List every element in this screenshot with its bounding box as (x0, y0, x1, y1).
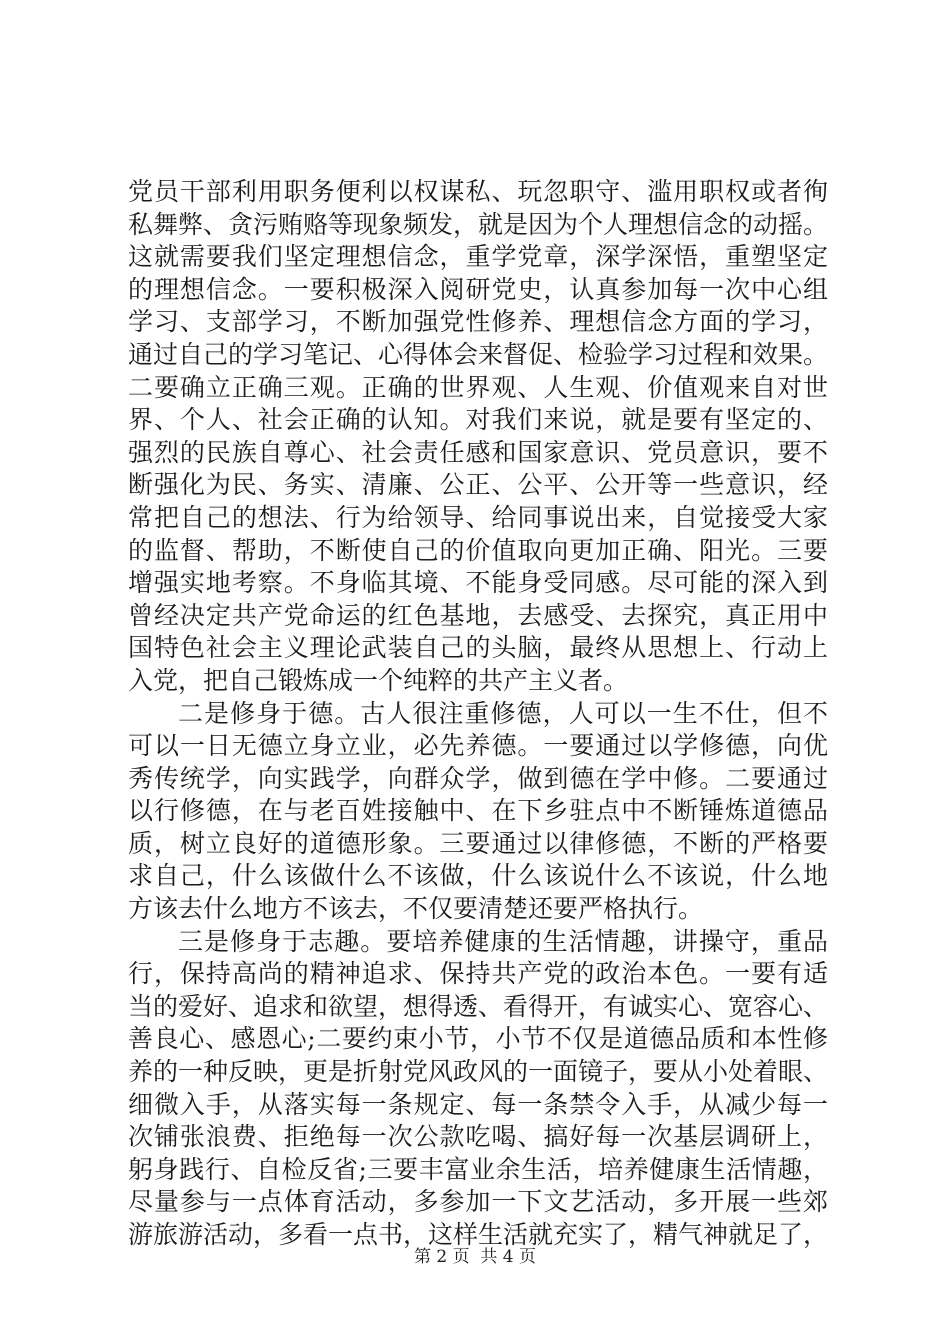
text-line: 界、个人、社会正确的认知。对我们来说，就是要有坚定的、 (128, 405, 828, 435)
text-line: 的理想信念。一要积极深入阅研党史，认真参加每一次中心组 (128, 274, 828, 304)
text-line: 学习、支部学习，不断加强党性修养、理想信念方面的学习， (128, 307, 828, 337)
text-line: 曾经决定共产党命运的红色基地，去感受、去探究，真正用中 (128, 600, 828, 630)
text-line: 质，树立良好的道德形象。三要通过以律修德，不断的严格要 (128, 828, 828, 858)
text-line: 次铺张浪费、拒绝每一次公款吃喝、搞好每一次基层调研上， (128, 1122, 828, 1152)
text-line: 国特色社会主义理论武装自己的头脑，最终从思想上、行动上 (128, 633, 828, 663)
text-line: 当的爱好、追求和欲望，想得透、看得开，有诚实心、宽容心、 (128, 991, 829, 1021)
text-line: 的监督、帮助，不断使自己的价值取向更加正确、阳光。三要 (128, 535, 828, 565)
text-line: 通过自己的学习笔记、心得体会来督促、检验学习过程和效果。 (128, 339, 829, 369)
text-line: 养的一种反映，更是折射党风政风的一面镜子，要从小处着眼、 (128, 1057, 829, 1087)
text-line: 善良心、感恩心;二要约束小节，小节不仅是道德品质和本性修 (128, 1024, 828, 1054)
text-line: 以行修德，在与老百姓接触中、在下乡驻点中不断锤炼道德品 (128, 796, 828, 826)
text-line: 这就需要我们坚定理想信念，重学党章，深学深悟，重塑坚定 (128, 242, 828, 272)
page-footer: 第 2 页 共 4 页 (413, 1247, 537, 1267)
document-body (128, 176, 828, 1252)
text-line: 增强实地考察。不身临其境、不能身受同感。尽可能的深入到 (128, 568, 828, 598)
text-line: 三是修身于志趣。要培养健康的生活情趣，讲操守，重品 (178, 926, 828, 956)
text-line: 尽量参与一点体育活动，多参加一下文艺活动，多开展一些郊 (128, 1187, 828, 1217)
text-line: 可以一日无德立身立业，必先养德。一要通过以学修德，向优 (128, 731, 828, 761)
text-line: 党员干部利用职务便利以权谋私、玩忽职守、滥用职权或者徇 (128, 177, 828, 206)
text-line: 常把自己的想法、行为给领导、给同事说出来，自觉接受大家 (128, 502, 828, 532)
text-line: 断强化为民、务实、清廉、公正、公平、公开等一些意识，经 (128, 470, 828, 500)
text-line: 秀传统学，向实践学，向群众学，做到德在学中修。二要通过 (128, 763, 828, 793)
text-line: 方该去什么地方不该去，不仅要清楚还要严格执行。 (128, 894, 704, 924)
text-line: 强烈的民族自尊心、社会责任感和国家意识、党员意识，要不 (128, 437, 828, 467)
text-line: 私舞弊、贪污贿赂等现象频发，就是因为个人理想信念的动摇。 (128, 209, 829, 239)
text-line: 二是修身于德。古人很注重修德，人可以一生不仕，但不 (178, 698, 828, 728)
text-line: 二要确立正确三观。正确的世界观、人生观、价值观来自对世 (128, 372, 828, 402)
text-line: 求自己，什么该做什么不该做，什么该说什么不该说，什么地 (128, 861, 828, 891)
text-line: 行，保持高尚的精神追求、保持共产党的政治本色。一要有适 (128, 959, 828, 989)
text-line: 游旅游活动，多看一点书，这样生活就充实了，精气神就足了， (128, 1220, 829, 1249)
text-line: 入党，把自己锻炼成一个纯粹的共产主义者。 (128, 665, 629, 695)
text-line: 躬身践行、自检反省;三要丰富业余生活，培养健康生活情趣， (128, 1154, 828, 1184)
text-line: 细微入手，从落实每一条规定、每一条禁令入手，从减少每一 (128, 1089, 828, 1119)
